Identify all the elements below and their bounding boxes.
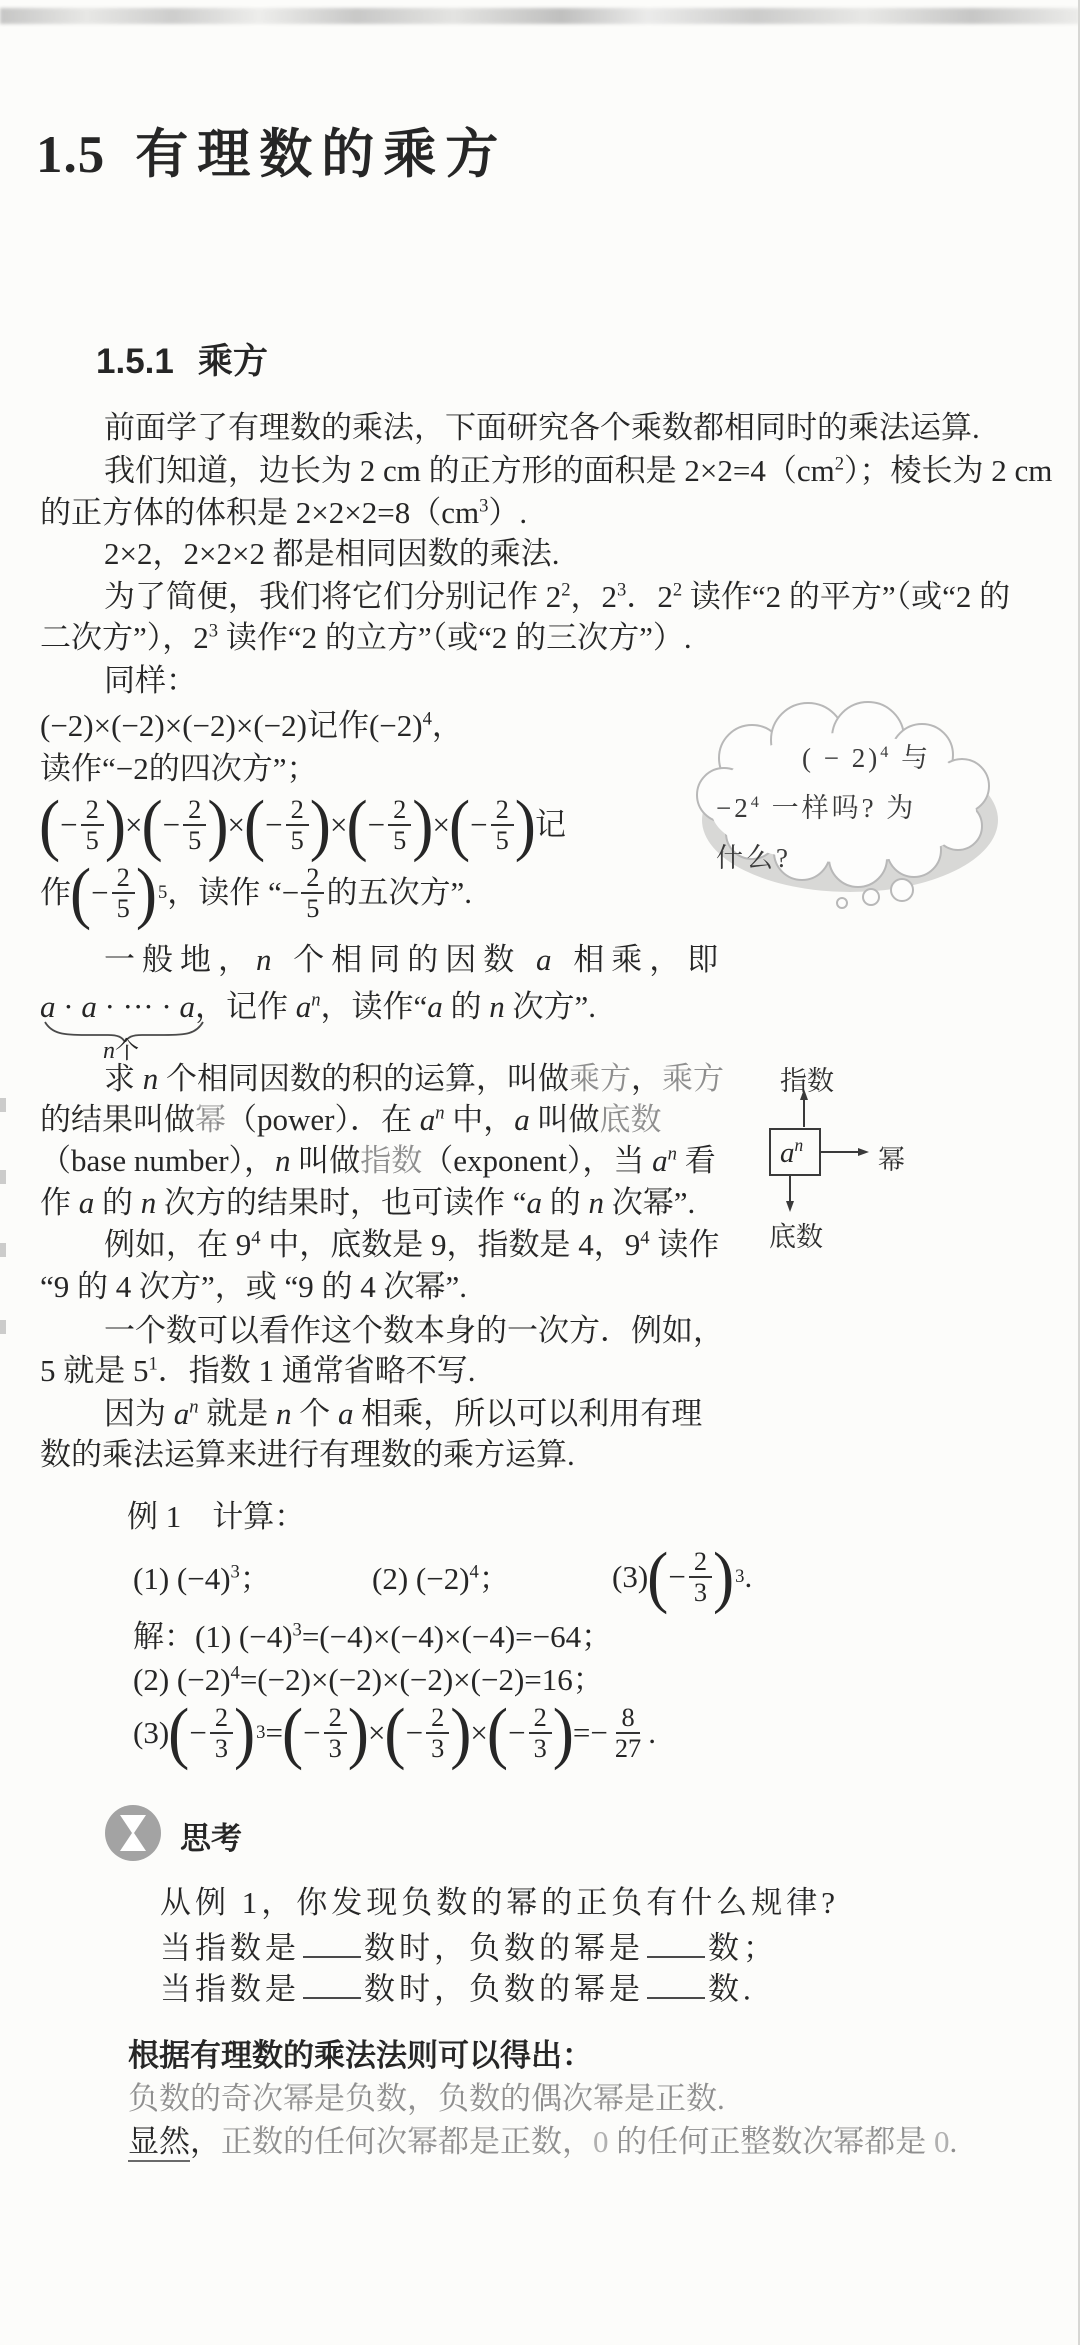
underbrace-label: n个	[103, 1038, 139, 1064]
scan-tick	[0, 1098, 6, 1112]
conclusion-rule: 负数的奇次幂是负数，负数的偶次幂是正数.	[128, 2081, 725, 2116]
solution-line-2: (2) $(-2)^4=(-2)\times(-2)\times(-2)\times(-2)=16$；	[133, 1662, 604, 1697]
diagram-label-base: 底数	[769, 1222, 823, 1252]
paragraph-line: 2×2，2×2×2 都是相同因数的乘法.	[104, 536, 560, 571]
subsection-number: 1.5.1	[96, 342, 174, 381]
think-question: 从例 1，你发现负数的幂的正负有什么规律?	[160, 1885, 840, 1920]
equation-line: (−2)×(−2)×(−2)×(−2)记作$(-2)^4$，	[40, 708, 463, 743]
conclusion-heading: 根据有理数的乘法法则可以得出：	[128, 2038, 593, 2073]
paragraph-line: 数的乘法运算来进行有理数的乘方运算.	[40, 1437, 575, 1472]
paragraph-line: （base number），n 叫做指数（exponent），当 $a^n$ 看	[40, 1143, 716, 1178]
conclusion-note: 显然，正数的任何次幂都是正数，0 的任何正整数次幂都是 0.	[128, 2123, 957, 2162]
bubble-text-line-1: ( − 2)$^4$ 与	[802, 742, 932, 773]
power-diagram	[758, 1053, 938, 1253]
equation-line: 读作“−2的四次方”；	[40, 751, 318, 786]
think-blank-line-1: 当指数是 数时，负数的幂是 数；	[160, 1927, 778, 1968]
paragraph-line: 二次方”），$2^3$ 读作“2 的立方”（或“2 的三次方”）.	[40, 620, 692, 655]
solution-line-1: 解：(1) $(-4)^3=(-4)\times(-4)\times(-4)=-64$；	[133, 1619, 613, 1654]
scan-tick	[0, 1170, 6, 1184]
bubble-text-line-2: $-2^4$ 一样吗? 为	[716, 792, 917, 823]
equation-line-fractions: 作 ( − $\frac{2}{5}$ ) 5 ，读作 “− $\frac{2}{5}$ 的五次方”.	[40, 854, 472, 931]
section-title-text: 有理数的乘方	[135, 126, 508, 184]
bubble-text-line-3: 什么?	[716, 843, 791, 873]
thought-bubble	[690, 700, 1010, 925]
subsection-title-text: 乘方	[197, 342, 268, 381]
paragraph-line: 前面学了有理数的乘法，下面研究各个乘数都相同时的乘法运算.	[104, 410, 980, 445]
think-hourglass-icon	[103, 1803, 163, 1863]
paragraph-line: 求 n 个相同因数的积的运算，叫做乘方，乘方	[104, 1061, 724, 1096]
paragraph-line: 我们知道，边长为 2 cm 的正方形的面积是 $2\times 2=4(cm^2)$；棱长为 2 cm	[104, 453, 1053, 488]
think-blank-line-2: 当指数是 数时，负数的幂是 数.	[160, 1968, 755, 2009]
paragraph-line: 的正方体的体积是 $2\times 2\times 2=8(cm^3)$.	[40, 495, 528, 530]
diagram-label-exponent: 指数	[780, 1066, 834, 1096]
scan-tick	[0, 1243, 6, 1257]
equation-line-fractions: ( − $\frac{2}{5}$ ) × ( − $\frac{2}{5}$ ) × ( − $\frac{2}{5}$ ) × ( − $\frac{2}{5}$ ) × ( − $\frac{2}{5}$ ) 记	[39, 786, 566, 863]
example-item-1: (1) $(-4)^3$；	[133, 1561, 271, 1596]
diagram-box-an: $a^n$	[780, 1135, 804, 1169]
example-label: 例 1 计算：	[127, 1499, 306, 1534]
paragraph-line: 同样：	[104, 663, 197, 698]
scan-noise-strip	[0, 8, 1080, 24]
diagram-label-power: 幂	[878, 1145, 905, 1175]
paragraph-line: 5 就是 $5^1$．指数 1 通常省略不写.	[40, 1353, 476, 1388]
paragraph-line: 为了简便，我们将它们分别记作 $2^2$，$2^3$．$2^2$ 读作“2 的平方”（或“2 的	[104, 579, 1011, 614]
paragraph-line: 因为 $a^n$ 就是 n 个 a 相乘，所以可以利用有理	[104, 1396, 703, 1431]
paragraph-line: 一般地，n 个相同的因数 a 相乘，即	[104, 942, 726, 977]
paragraph-line: 的结果叫做幂（power）．在 $a^n$ 中，a 叫做底数	[40, 1102, 662, 1137]
think-label: 思考	[180, 1821, 242, 1856]
paragraph-line: 一个数可以看作这个数本身的一次方．例如，	[104, 1313, 724, 1348]
section-number: 1.5	[36, 126, 106, 184]
paragraph-line: “9 的 4 次方”，或 “9 的 4 次幂”.	[40, 1269, 468, 1304]
scan-tick	[0, 1320, 6, 1334]
example-item-3: (3) ( − $\frac{2}{3}$ ) 3 .	[612, 1538, 753, 1615]
section-title	[36, 122, 507, 188]
paragraph-line-underbraced: a · a · ··· · a，记作 $a^n$，读作“a 的 n 次方”.	[40, 989, 597, 1024]
subsection-title	[96, 340, 268, 384]
solution-line-3: (3) ( − $\frac{2}{3}$ ) 3 = ( − $\frac{2}{3}$ ) × ( − $\frac{2}{3}$ ) × ( − $\frac{2}{3}$ ) =− $\frac{8}{27}$ .	[133, 1694, 656, 1771]
paragraph-line: 作 a 的 n 次方的结果时，也可读作 “a 的 n 次幂”.	[40, 1185, 696, 1220]
example-item-2: (2) $(-2)^4$；	[372, 1561, 510, 1596]
paragraph-line: 例如，在 $9^4$ 中，底数是 9，指数是 4，$9^4$ 读作	[104, 1227, 720, 1262]
